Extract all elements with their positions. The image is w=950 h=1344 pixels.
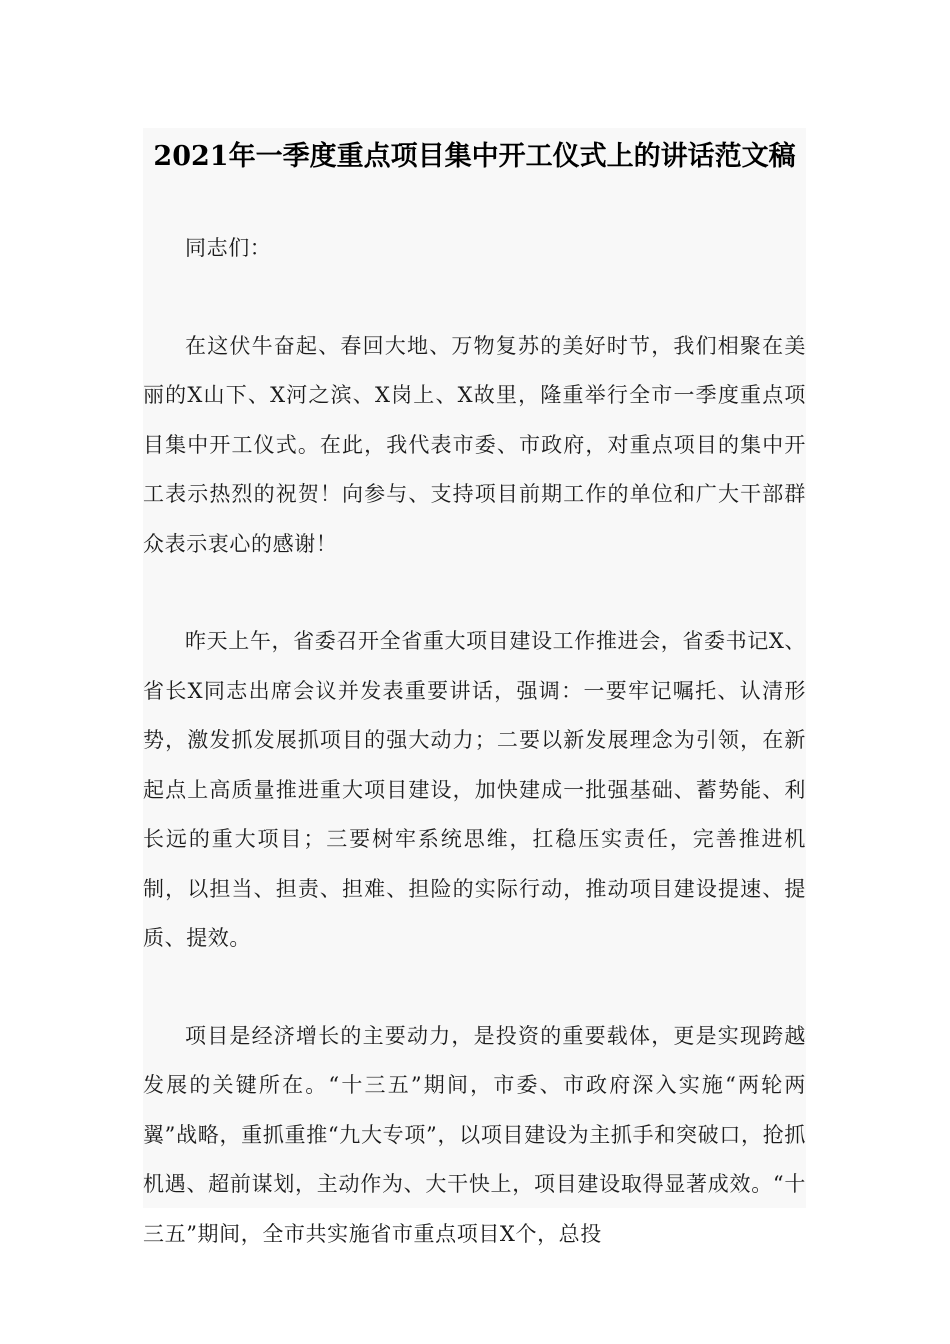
document-body [143, 224, 806, 1259]
document-page [143, 128, 806, 1246]
document-title: 2021年一季度重点项目集中开工仪式上的讲话范文稿 [153, 141, 796, 172]
paragraph-opening: 在这伏牛奋起、春回大地、万物复苏的美好时节，我们相聚在美丽的X山下、X河之滨、X岗上、X故里，隆重举行全市一季度重点项目集中开工仪式。在此，我代表市委、市政府，对重点项目的集中开工表示热烈的祝贺！向参与、支持项目前期工作的单位和广大干部群众表示衷心的感谢！ [143, 333, 806, 556]
paragraph-project-importance: 项目是经济增长的主要动力，是投资的重要载体，更是实现跨越发展的关键所在。“十三五”期间，市委、市政府深入实施“两轮两翼”战略，重抓重推“九大专项”，以项目建设为主抓手和突破口，抢抓机遇、超前谋划，主动作为、大干快上，项目建设取得显著成效。“十三五”期间，全市共实施省市重点项目X个，总投 [143, 1023, 806, 1246]
paragraph-provincial-meeting: 昨天上午，省委召开全省重大项目建设工作推进会，省委书记X、省长X同志出席会议并发表重要讲话，强调：一要牢记嘱托、认清形势，激发抓发展抓项目的强大动力；二要以新发展理念为引领，在新起点上高质量推进重大项目建设，加快建成一批强基础、蓄势能、利长远的重大项目；三要树牢系统思维，扛稳压实责任，完善推进机制，以担当、担责、担难、担险的实际行动，推动项目建设提速、提质、提效。 [143, 629, 806, 950]
paragraph-salutation: 同志们： [185, 236, 272, 260]
